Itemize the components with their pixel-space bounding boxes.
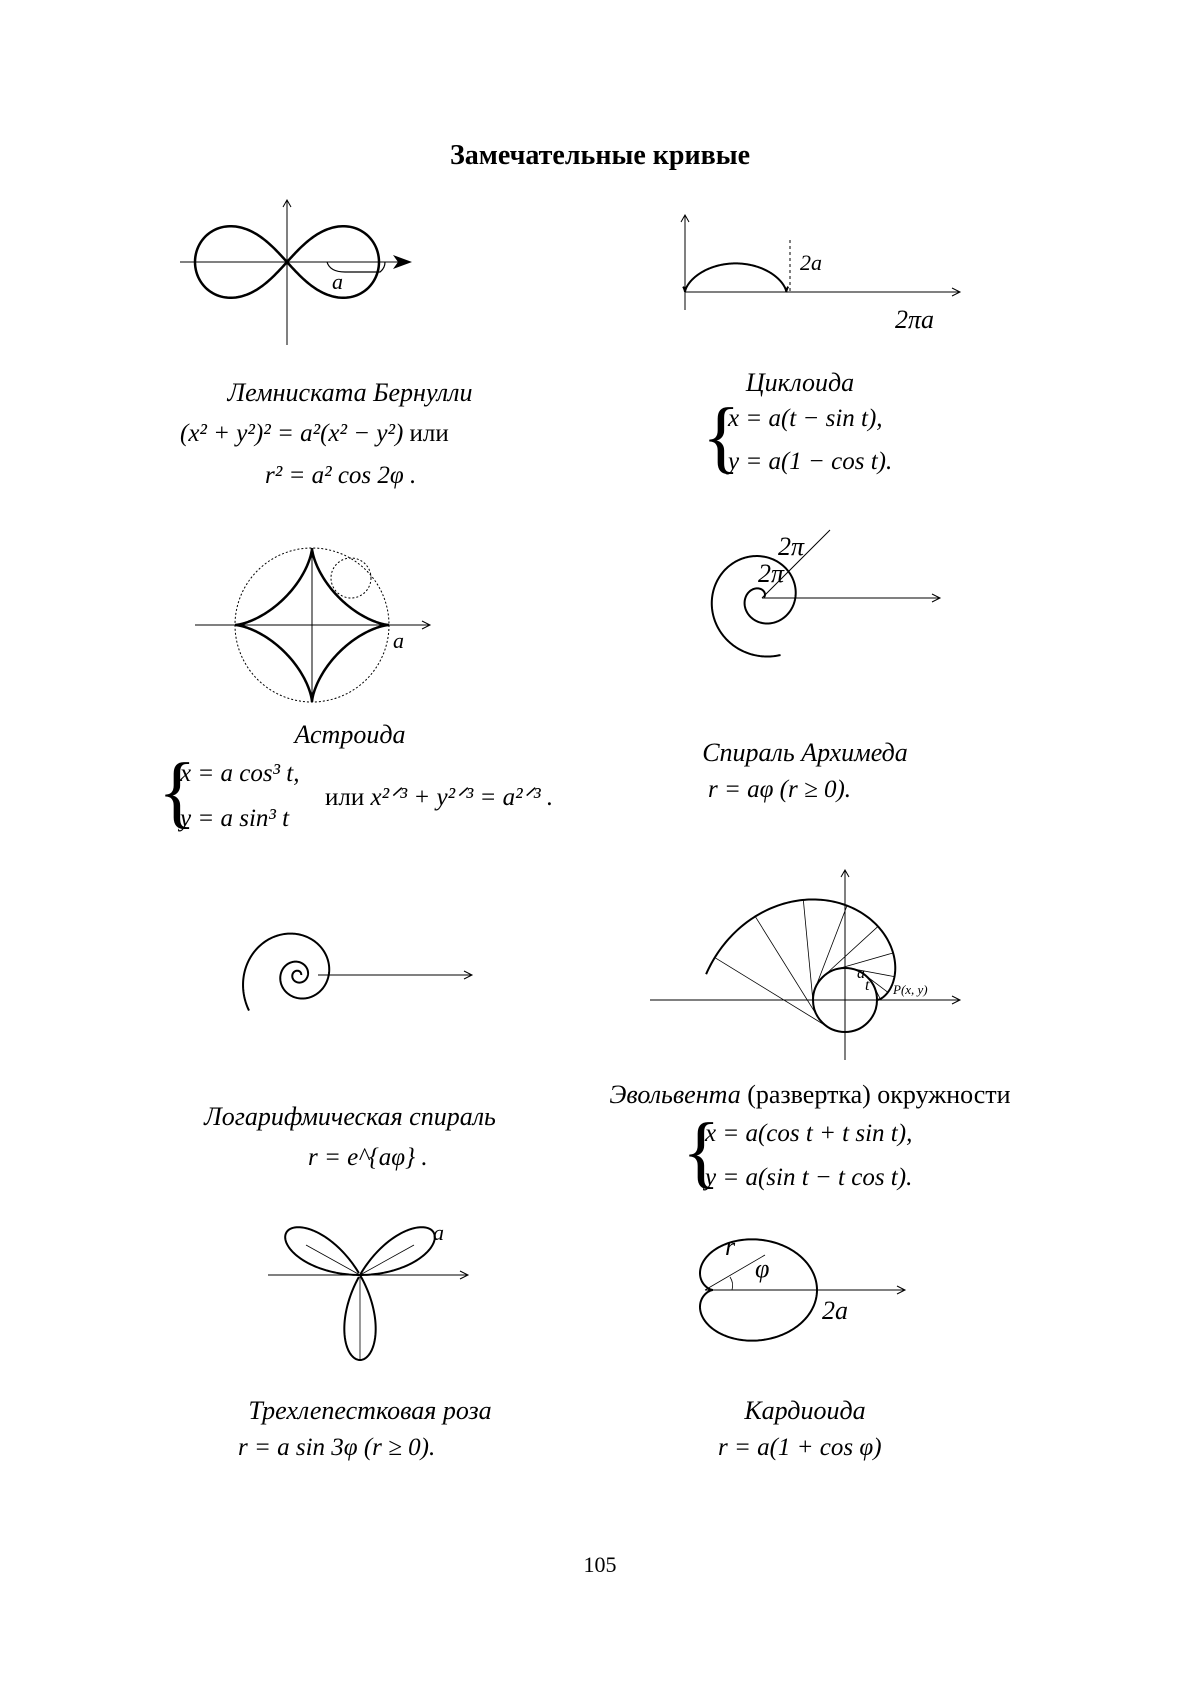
- astroid-label-a: a: [393, 628, 404, 653]
- involute-tangent-line: [815, 906, 847, 989]
- lemniscate-figure: [180, 195, 440, 355]
- rose-label-a: a: [433, 1220, 444, 1245]
- astroid-y-eq: y = a sin³ t: [180, 805, 290, 832]
- rose-name: Трехлепестковая роза: [248, 1396, 492, 1425]
- involute-y-eq: y = a(sin t − t cos t).: [705, 1164, 913, 1191]
- cardioid-label-2a: 2a: [822, 1296, 848, 1325]
- astroid-x-eq: x = a cos³ t,: [180, 760, 300, 787]
- involute-label-a: a: [857, 965, 865, 982]
- involute-tangent-line: [803, 900, 813, 1003]
- cycloid-y-eq: y = a(1 − cos t).: [728, 448, 893, 475]
- cardioid-name: Кардиоида: [744, 1396, 866, 1425]
- astroid-implicit-line: [325, 782, 553, 812]
- cardioid-label-phi: φ: [755, 1254, 770, 1283]
- log-spiral-formula: r = e^{aφ} .: [308, 1144, 428, 1171]
- rose-figure: [268, 1220, 478, 1370]
- archimedes-figure: [650, 520, 950, 720]
- rose-formula: r = a sin 3φ (r ≥ 0).: [238, 1434, 436, 1461]
- cardioid-label-r: r: [725, 1232, 736, 1261]
- log-spiral-name: Логарифмическая спираль: [204, 1102, 496, 1131]
- archimedes-label-inner: 2π: [758, 559, 785, 588]
- lemniscate-name: Лемниската Бернулли: [227, 378, 473, 407]
- involute-tangent-line: [715, 958, 828, 1028]
- lemniscate-formula-line1: [180, 420, 449, 448]
- involute-label-t: t: [865, 977, 870, 994]
- lemniscate-label-a: a: [332, 269, 343, 294]
- archimedes-formula: r = aφ (r ≥ 0).: [708, 776, 852, 803]
- page-number: 105: [583, 1552, 617, 1577]
- lemniscate-formula-1: (x² + y²)² = a²(x² − y²): [180, 420, 404, 447]
- lemniscate-formula-2: r² = a² cos 2φ .: [265, 462, 417, 489]
- involute-name: [570, 1080, 1050, 1110]
- archimedes-name: Спираль Архимеда: [702, 738, 908, 767]
- cycloid-name: Циклоида: [745, 368, 855, 397]
- page-title: Замечательные кривые: [449, 140, 750, 171]
- involute-x-eq: x = a(cos t + t sin t),: [705, 1120, 913, 1147]
- lemniscate-formula-join: или: [409, 420, 449, 447]
- involute-name-rest: (развертка) окружности: [747, 1080, 1011, 1109]
- archimedes-label-outer: 2π: [778, 532, 805, 561]
- cycloid-label-2a: 2a: [800, 250, 822, 275]
- involute-name-italic: Эвольвента: [609, 1080, 741, 1109]
- astroid-name: Астроида: [294, 720, 406, 749]
- cardioid-figure: [690, 1225, 920, 1365]
- log-spiral-figure: [240, 865, 480, 1045]
- cycloid-x-eq: x = a(t − sin t),: [728, 405, 883, 432]
- involute-label-p: P(x, y): [893, 982, 928, 997]
- cycloid-figure: [640, 210, 970, 340]
- astroid-figure: [195, 530, 445, 710]
- astroid-implicit: x²ᐟ³ + y²ᐟ³ = a²ᐟ³ .: [370, 784, 554, 811]
- astroid-join: или: [325, 784, 365, 811]
- cycloid-label-2pia: 2πa: [895, 305, 935, 334]
- cardioid-formula: r = a(1 + cos φ): [718, 1434, 882, 1461]
- involute-figure: [645, 860, 965, 1070]
